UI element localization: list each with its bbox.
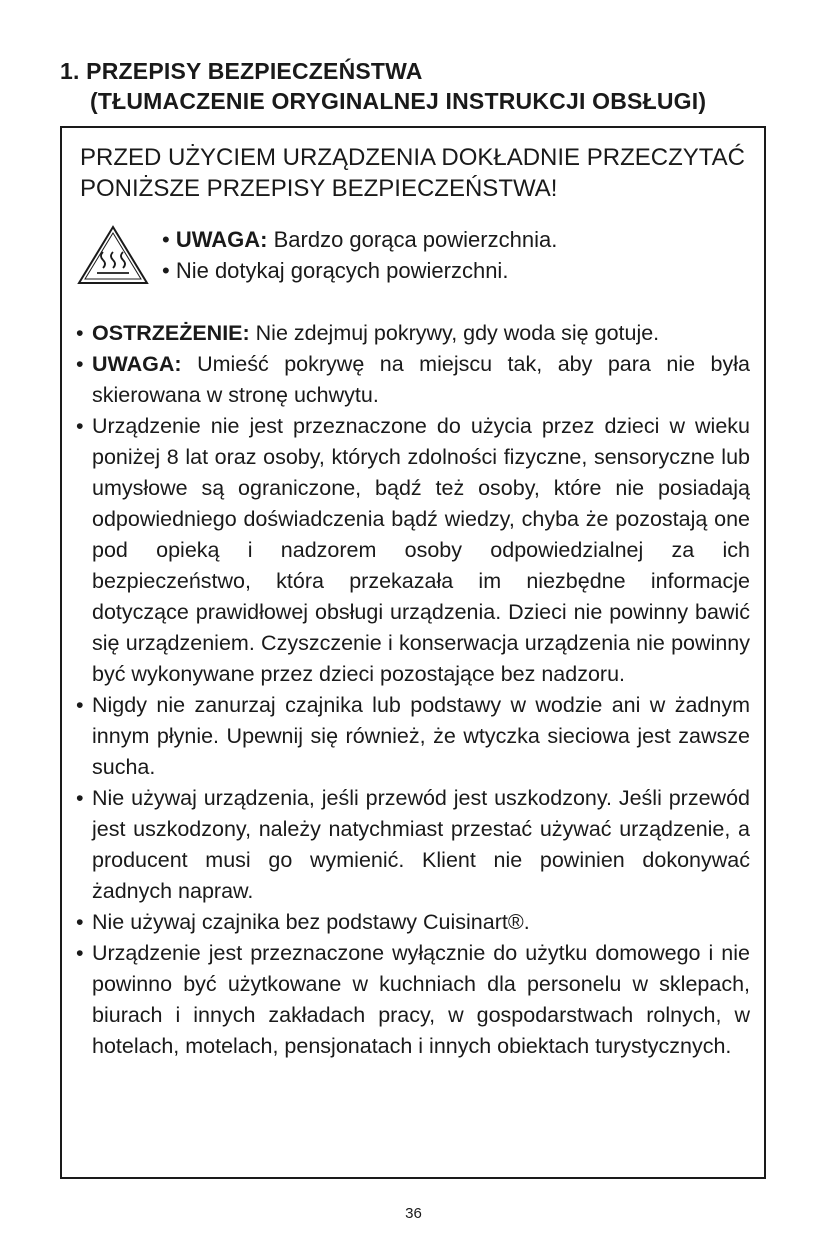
item-text: Nigdy nie zanurzaj czajnika lub podstawy w wodzie ani w żadnym innym płynie. Upewnij się również, że wtyczka sieciowa jest zawsze sucha. xyxy=(92,693,750,779)
hot-warning-line-1: • UWAGA: Bardzo gorąca powierzchnia. xyxy=(162,227,558,252)
hot-surface-icon xyxy=(76,224,150,286)
hot-warning-line-2: • Nie dotykaj gorących powierzchni. xyxy=(162,258,509,283)
item-text: Urządzenie nie jest przeznaczone do użycia przez dzieci w wieku poniżej 8 lat oraz osoby, których zdolności fizyczne, sensoryczne lub umysłowe są ograniczone, bądź też osoby, które nie posiadają odpowiedniego doświadczenia bądź wiedzy, chyba że pozostają one pod opieką i nadzorem osoby odpowiedzialnej za ich bezpieczeństwo, która przekazała im niezbędne informacje dotyczące prawidłowej obsługi urządzenia. Dzieci nie powinny bawić się urządzeniem. Czyszczenie i konserwacja urządzenia nie powinny być wykonywane przez dzieci pozostające bez nadzoru. xyxy=(92,414,750,686)
item-label: OSTRZEŻENIE: xyxy=(92,321,250,345)
item-text: Umieść pokrywę na miejscu tak, aby para nie była skierowana w stronę uchwytu. xyxy=(92,352,750,407)
page-number: 36 xyxy=(405,1205,422,1222)
hot-warning-text xyxy=(162,224,557,286)
list-item xyxy=(76,938,750,1062)
item-text: Urządzenie jest przeznaczone wyłącznie do użytku domowego i nie powinno być użytkowane w kuchniach dla personelu w sklepach, biurach i innych zakładach pracy, w gospodarstwach rolnych, w hotelach, motelach, pensjonatach i innych obiektach turystycznych. xyxy=(92,941,750,1058)
item-text: Nie używaj urządzenia, jeśli przewód jest uszkodzony. Jeśli przewód jest uszkodzony, należy natychmiast przestać używać urządzenie, a producent musi go wymienić. Klient nie powinien dokonywać żadnych napraw. xyxy=(92,786,750,903)
list-item xyxy=(76,690,750,783)
list-item xyxy=(76,318,750,349)
hot-warning-label: UWAGA: xyxy=(175,227,268,252)
section-heading xyxy=(60,56,706,116)
heading-subtitle: (TŁUMACZENIE ORYGINALNEJ INSTRUKCJI OBSŁUGI) xyxy=(90,88,707,114)
intro-line-2: PONIŻSZE PRZEPISY BEZPIECZEŃSTWA! xyxy=(80,175,558,202)
item-text: Nie używaj czajnika bez podstawy Cuisinart®. xyxy=(92,910,530,934)
heading-title: 1. PRZEPISY BEZPIECZEŃSTWA xyxy=(60,58,423,84)
list-item xyxy=(76,411,750,690)
intro-line-1: PRZED UŻYCIEM URZĄDZENIA DOKŁADNIE PRZECZYTAĆ xyxy=(80,144,745,171)
list-item xyxy=(76,783,750,907)
item-text: Nie zdejmuj pokrywy, gdy woda się gotuje. xyxy=(249,321,660,345)
hot-warning-text-2: Nie dotykaj gorących powierzchni. xyxy=(175,258,509,283)
list-item xyxy=(76,907,750,938)
safety-rules-list xyxy=(76,318,750,1062)
hot-warning-text-1: Bardzo gorąca powierzchnia. xyxy=(267,227,558,252)
safety-box xyxy=(60,126,766,1179)
intro-notice xyxy=(80,142,750,204)
list-item xyxy=(76,349,750,411)
hot-surface-warning xyxy=(76,224,746,294)
item-label: UWAGA: xyxy=(92,352,182,376)
